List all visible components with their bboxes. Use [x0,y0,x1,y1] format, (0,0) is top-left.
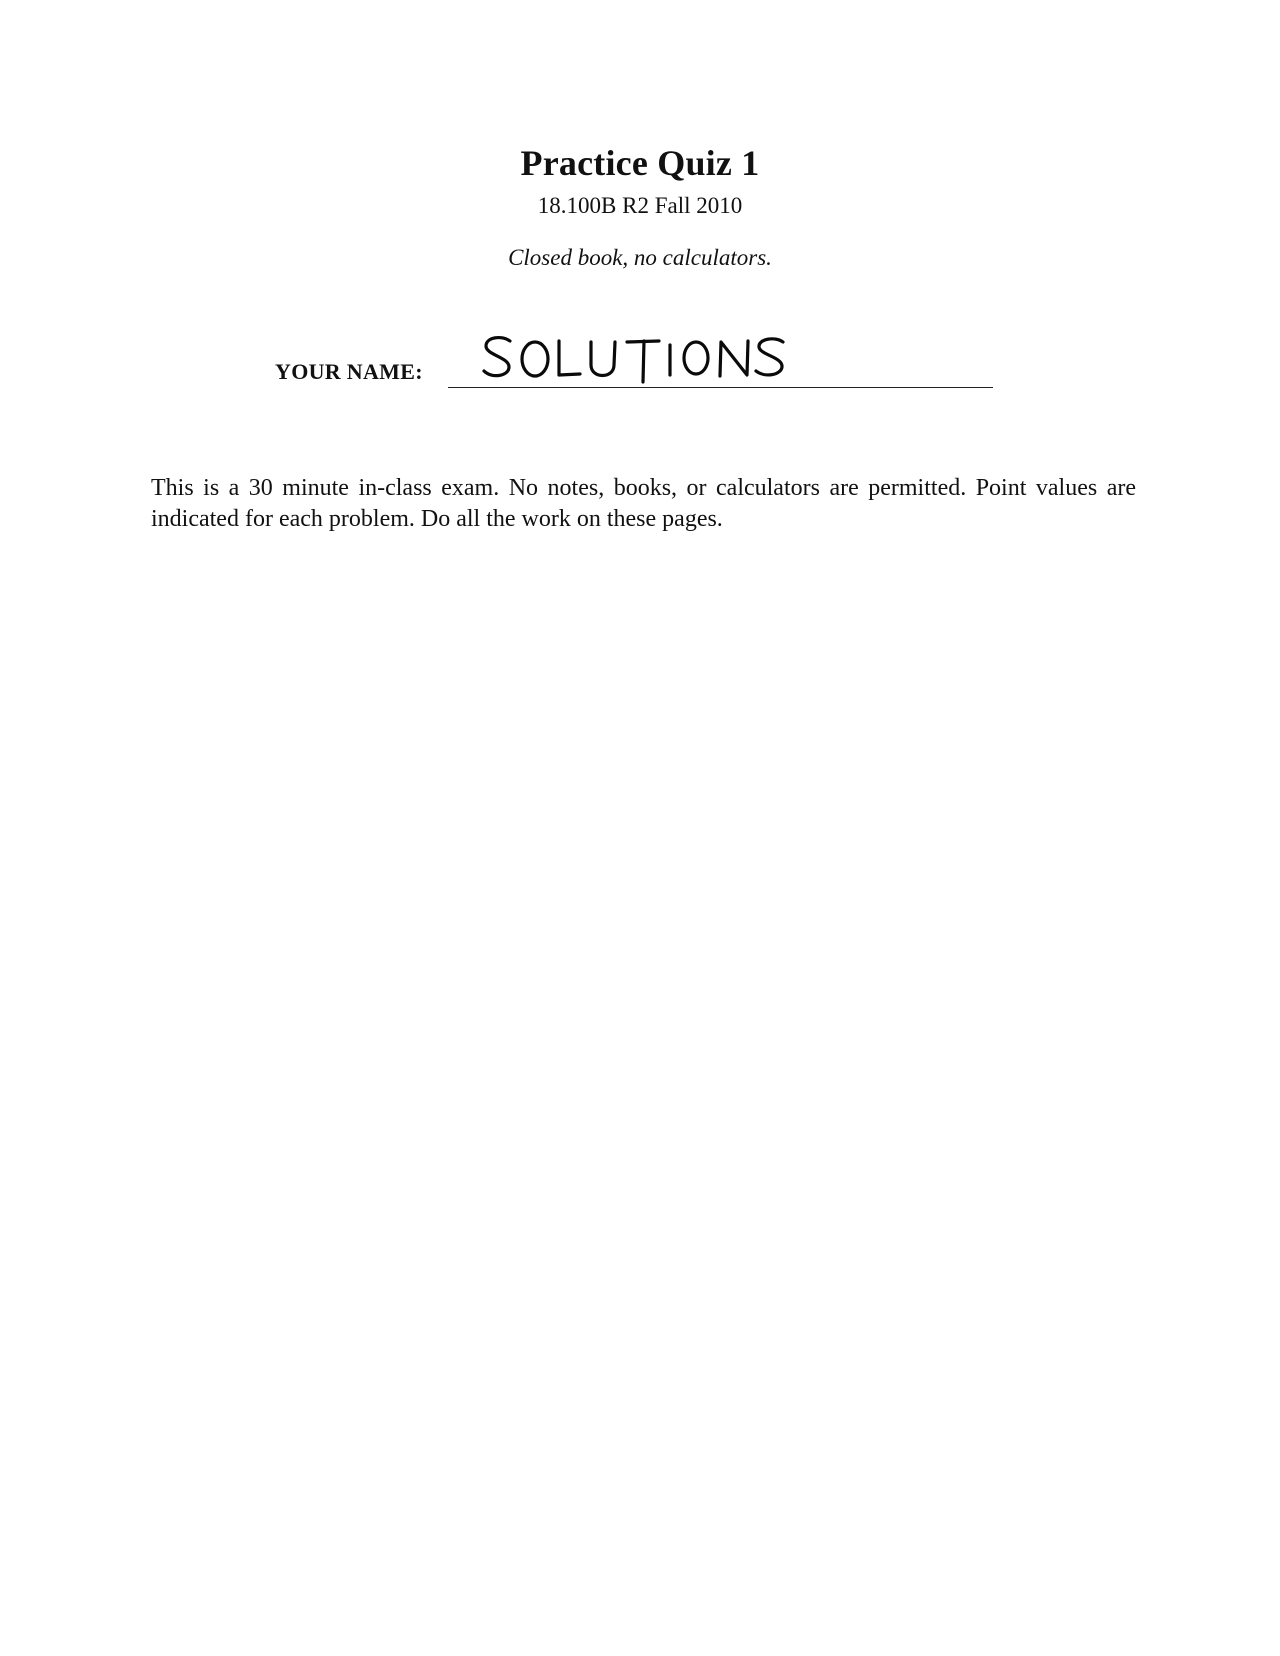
exam-instructions: This is a 30 minute in-class exam. No notes, books, or calculators are permitted. Point values are indicated for each problem. Do all the work on these pages. [151,475,1136,532]
name-field-row [275,335,995,395]
page-title: Practice Quiz 1 [520,143,760,183]
handwritten-name-solutions [480,333,840,393]
exam-rules: Closed book, no calculators. [508,245,772,270]
name-label: YOUR NAME: [275,359,423,384]
course-subtitle: 18.100B R2 Fall 2010 [537,193,743,218]
